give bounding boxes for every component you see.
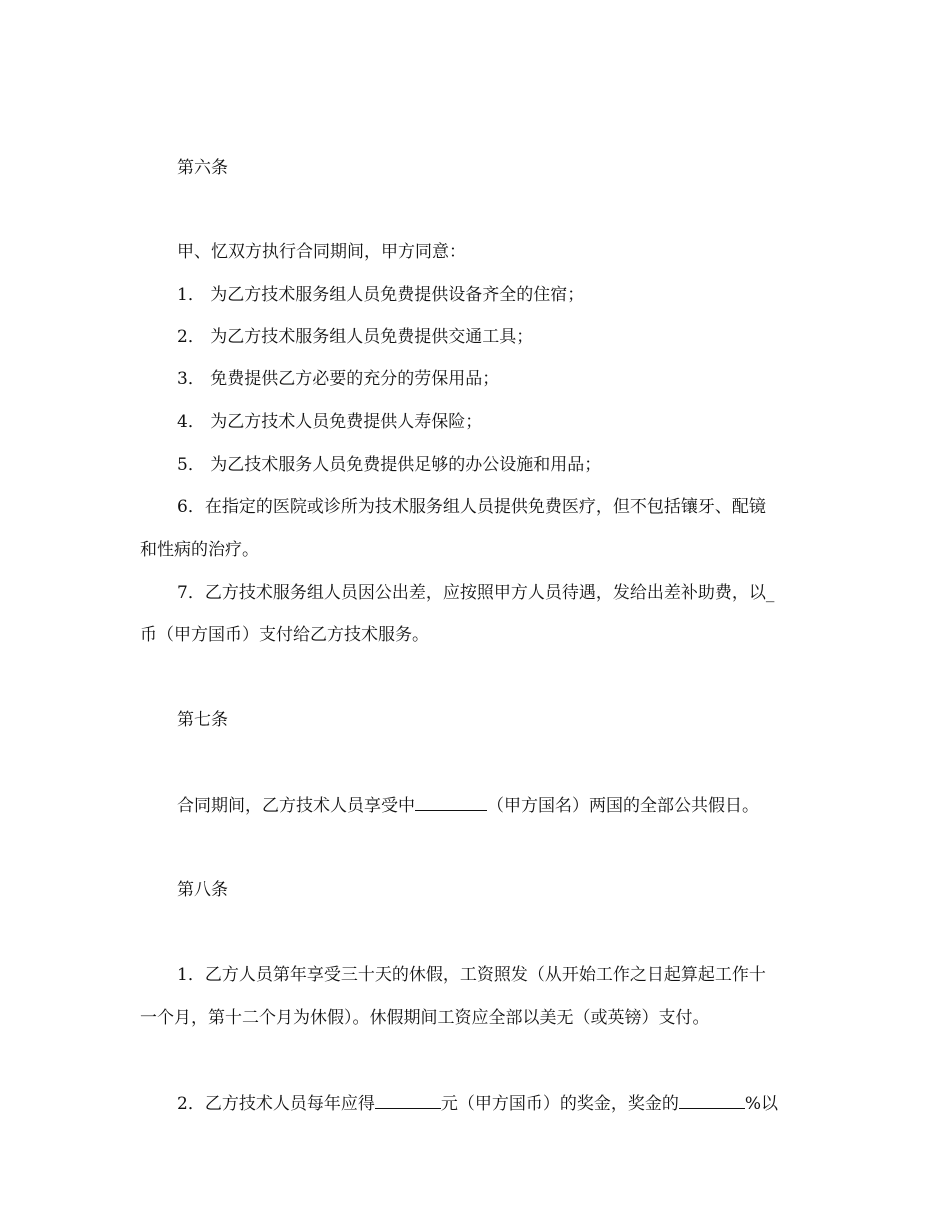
article-8-heading: 第八条 (177, 880, 228, 900)
article-6-item-1: 1． 为乙方技术服务组人员免费提供设备齐全的住宿； (177, 285, 585, 305)
article-6-item-5: 5． 为乙技术服务人员免费提供足够的办公设施和用品； (177, 455, 602, 475)
article-6-item-7-line-2: 币（甲方国币）支付给乙方技术服务。 (140, 625, 429, 645)
article-8-item-1-line-2: 一个月，第十二个月为休假）。休假期间工资应全部以美无（或英镑）支付。 (140, 1008, 710, 1028)
fill-in-blank-bonus-amount (375, 1092, 441, 1109)
article-6-item-6-line-2: 和性病的治疗。 (140, 540, 259, 560)
article-7-text (177, 794, 759, 817)
fill-in-blank-bonus-percent (679, 1092, 745, 1109)
article-6-item-4: 4． 为乙方技术人员免费提供人寿保险； (177, 412, 483, 432)
article-7-heading: 第七条 (177, 710, 228, 730)
article-6-intro: 甲、忆双方执行合同期间，甲方同意： (177, 242, 466, 262)
article-6-item-7-line-1: 7．乙方技术服务组人员因公出差，应按照甲方人员待遇，发给出差补助费，以_ (177, 583, 775, 603)
article-8-item-2-part-2: 元（甲方国币）的奖金，奖金的 (440, 1094, 679, 1114)
article-7-text-before: 合同期间，乙方技术人员享受中 (177, 796, 415, 816)
article-8-item-2-part-1: 2．乙方技术人员每年应得 (177, 1094, 375, 1114)
article-8-item-2-part-3: %以 (744, 1094, 778, 1114)
article-8-item-2 (177, 1092, 778, 1115)
article-7-text-after: （甲方国名）两国的全部公共假日。 (487, 796, 759, 816)
article-6-item-3: 3． 免费提供乙方必要的充分的劳保用品； (177, 369, 500, 389)
article-6-heading: 第六条 (177, 158, 228, 178)
article-8-item-1-line-1: 1．乙方人员第年享受三十天的休假，工资照发（从开始工作之日起算起工作十 (177, 965, 766, 985)
fill-in-blank-country (415, 794, 487, 811)
article-6-item-6-line-1: 6．在指定的医院或诊所为技术服务组人员提供免费医疗，但不包括镶牙、配镜 (177, 497, 766, 517)
article-6-item-2: 2． 为乙方技术服务组人员免费提供交通工具； (177, 327, 534, 347)
